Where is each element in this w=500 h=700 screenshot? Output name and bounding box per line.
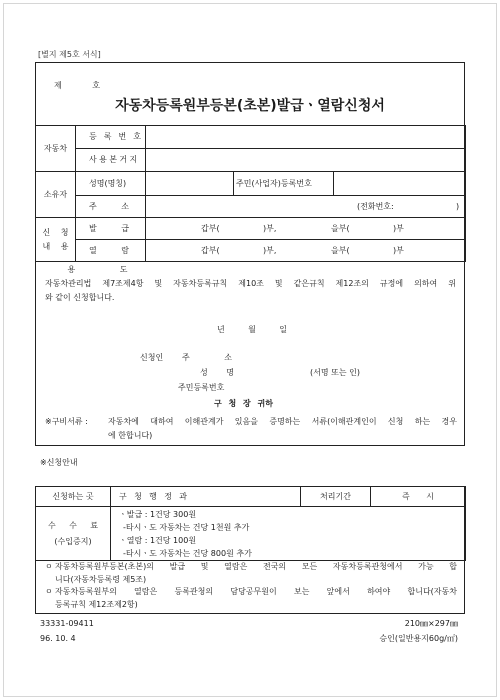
purpose-row (36, 262, 466, 278)
vehicle-group-label: 자동차 (36, 126, 76, 172)
owner-address-label-cell (76, 196, 146, 218)
note-bullet-icon: ㅇ (45, 562, 53, 571)
phone-close: ) (456, 201, 460, 211)
issue-count-field[interactable] (146, 218, 466, 240)
applicant-id-label: 주민등록번호 (178, 383, 225, 392)
applicant-address-label: 주 소 (182, 353, 232, 362)
footer-approval: 승인(일반용지60g/㎡) (379, 634, 458, 643)
base-label: 사용본거지 (89, 155, 140, 164)
purpose-label-cell (36, 262, 146, 278)
note-line: 니다(자동차등록령 제5조) (55, 574, 147, 584)
owner-address-label: 주 소 (89, 201, 129, 211)
signature-note: (서명 또는 인) (310, 368, 360, 377)
owner-address-field[interactable] (146, 196, 466, 218)
issue-label-cell (76, 218, 146, 240)
recipient-label: 구 청 장 귀하 (214, 399, 273, 408)
owner-address-row (36, 196, 466, 218)
fee-label-cell (36, 507, 111, 561)
note-bullet-icon: ㅇ (45, 587, 53, 596)
owner-group-label: 소유자 (36, 172, 76, 218)
application-table (35, 125, 466, 278)
application-statement (45, 277, 456, 305)
purpose-field[interactable] (146, 262, 466, 278)
guide-notes (45, 561, 457, 611)
footer-paper-size: 210㎜×297㎜ (404, 619, 458, 628)
issue-part-b-open: 을부( (331, 223, 350, 233)
vehicle-base-row (36, 149, 466, 172)
guide-note (45, 586, 457, 611)
date-label: 년 월 일 (217, 325, 287, 334)
issue-part-a-close: )부, (263, 223, 277, 233)
footer-date: 96. 10. 4 (40, 634, 76, 643)
period-value-cell (371, 487, 466, 507)
view-count-field[interactable] (146, 240, 466, 262)
fee-line: ㆍ열람 : 1건당 100원 (119, 536, 197, 545)
reg-no-label-cell (76, 126, 146, 149)
guide-table (35, 486, 466, 561)
owner-id-field[interactable] (334, 172, 466, 196)
period-value: 즉 시 (402, 491, 434, 501)
vehicle-reg-no-row (36, 126, 466, 149)
issue-part-b-close: )부 (393, 223, 404, 233)
issue-part-a-open: 갑부( (201, 223, 220, 233)
form-label: [별지 제5호 서식] (38, 50, 101, 59)
owner-name-field[interactable] (146, 172, 234, 196)
owner-id-label: 주민(사업자)등록번호 (234, 172, 334, 196)
guide-heading: ※신청안내 (40, 458, 78, 467)
period-label: 처리기간 (301, 487, 371, 507)
owner-name-row (36, 172, 466, 196)
view-label-cell (76, 240, 146, 262)
request-group-line: 내 용 (42, 241, 69, 251)
place-label: 신청하는 곳 (36, 487, 111, 507)
place-value-cell (111, 487, 301, 507)
fee-line: ㆍ발급 : 1건당 300원 (119, 510, 197, 519)
required-documents-line: 자동차에 대하여 이해관계가 있음을 증명하는 서류(이해관계인이 신청 하는 경우 (108, 417, 457, 426)
request-group-line: 신 청 (42, 227, 69, 237)
purpose-label: 용 도 (67, 264, 128, 274)
required-documents-label: ※구비서류 : (45, 417, 88, 426)
application-form-box (35, 62, 465, 446)
footer-form-code: 33331-09411 (40, 619, 94, 628)
fee-details (111, 507, 466, 561)
fee-label: 수 수 료 (48, 520, 98, 530)
fee-line: -타시ㆍ도 자동차는 건당 800원 추가 (123, 549, 252, 558)
form-title: 자동차등록원부등본(초본)발급ㆍ열람신청서 (115, 98, 385, 114)
required-documents (45, 415, 457, 443)
statement-line: 자동차관리법 제7조제4항 및 자동차등록규칙 제10조 및 같은규칙 제12조의 규정에 의하여 위 (45, 279, 456, 288)
owner-name-label: 성명(명칭) (76, 172, 146, 196)
request-view-row (36, 240, 466, 262)
issue-label: 발 급 (89, 223, 129, 233)
note-line: 등록규칙 제12조제2항) (55, 599, 138, 609)
view-part-b-close: )부 (393, 245, 404, 255)
reg-no-field[interactable] (146, 126, 466, 149)
guide-fee-row (36, 507, 466, 561)
fee-sub-label: (수입증지) (54, 536, 92, 546)
fee-line: -타시ㆍ도 자동차는 건당 1천원 추가 (123, 523, 250, 532)
base-field[interactable] (146, 149, 466, 172)
note-line: 자동차등록원부등본(초본)의 발급 및 열람은 전국의 모든 자동차등록관청에서 가능 합 (55, 562, 457, 571)
guide-note (45, 561, 457, 586)
applicant-name-label: 성 명 (200, 368, 234, 377)
place-value: 구 청 행 정 과 (119, 491, 187, 501)
phone-label: (전화번호: (357, 201, 394, 211)
view-part-b-open: 을부( (331, 245, 350, 255)
reg-no-label: 등 록 번 호 (89, 132, 141, 141)
required-documents-line: 에 한합니다) (108, 431, 153, 440)
guide-box (35, 486, 465, 614)
form-number-label: 제 호 (54, 81, 100, 90)
view-label: 열 람 (89, 245, 129, 255)
statement-line: 와 같이 신청합니다. (45, 293, 115, 302)
view-part-a-close: )부, (263, 245, 277, 255)
applicant-prefix: 신청인 (140, 353, 164, 362)
view-part-a-open: 갑부( (201, 245, 220, 255)
request-issue-row (36, 218, 466, 240)
guide-place-row (36, 487, 466, 507)
request-group-label (36, 218, 76, 262)
note-line: 자동차등록원부의 열람은 등록관청의 담당공무원이 보는 앞에서 하여야 합니다(자동차 (55, 587, 457, 596)
base-label-cell (76, 149, 146, 172)
